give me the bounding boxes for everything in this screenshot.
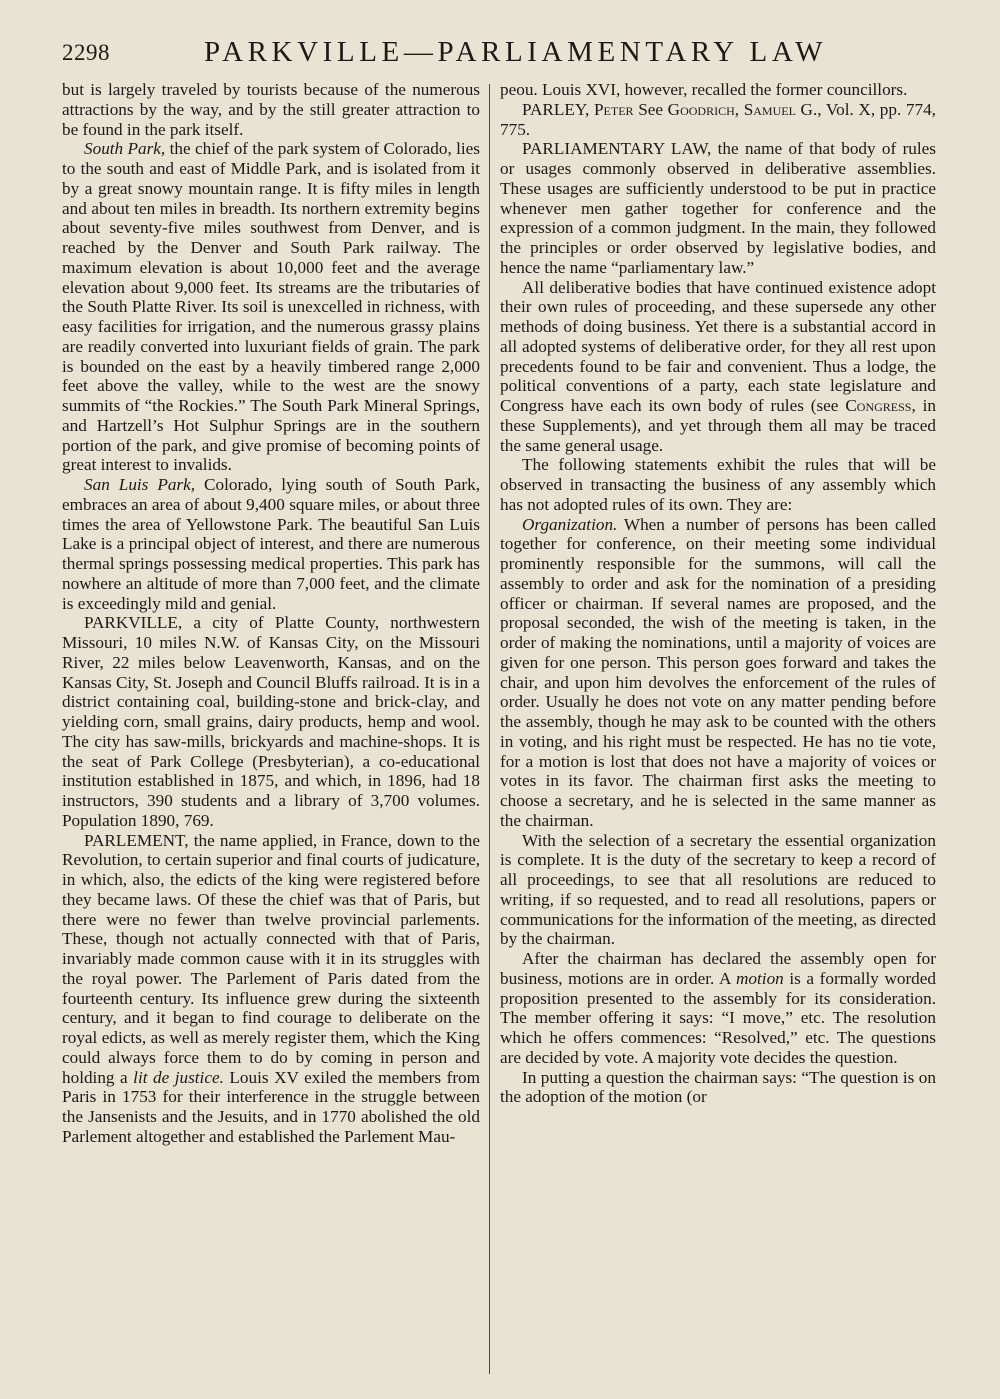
- column-divider: [489, 84, 490, 1374]
- entry-parlement: PARLEMENT, the name applied, in France, down to the Revolution, to certain superior and final courts of judicature, in which, also, the edicts of the king were registered before they became laws. Of these the chief was that of Paris, but there were no fewer than twelve provincial parlements. These, though not actually connected with that of Paris, invariably made common cause with it in its struggles with the royal power. The Parlement of Paris dated from the fourteenth century. Its influence grew during the sixteenth century, and it began to find courage to deliberate on the royal edicts, as well as merely register them, which the King could always force them to do by coming in person and holding a lit de justice. Louis XV exiled the members from Paris in 1753 for their interference in the struggle between the Jansenists and the Jesuits, and in 1770 abolished the old Parlement altogether and established the Parlement Mau-: [62, 830, 480, 1146]
- running-head: PARKVILLE—PARLIAMENTARY LAW: [204, 36, 828, 68]
- page-header: [62, 36, 942, 76]
- left-column: [62, 80, 480, 1380]
- paragraph-motions: After the chairman has declared the assembly open for business, motions are in order. A motion is a formally worded proposition presented to the assembly for its consideration. The member offering it says: “I move,” etc. The resolution which he offers commences: “Resolved,” etc. The questions are decided by vote. A majority vote decides the question.: [500, 949, 936, 1067]
- paragraph-deliberative-bodies: All deliberative bodies that have continued existence adopt their own rules of proceeding, and these supersede any other methods of doing business. Yet there is a substantial accord in all adopted systems of deliberative order, for they all rest upon precedents found to be fair and convenient. Thus a lodge, the political conventions of a party, each state legislature and Congress have each its own body of rules (see Congress, in these Supplements), and yet through them all may be traced the same general usage.: [500, 277, 936, 455]
- right-column: [500, 80, 936, 1380]
- entry-parkville: PARKVILLE, a city of Platte County, northwestern Missouri, 10 miles N.W. of Kansas City, on the Missouri River, 22 miles below Leavenworth, Kansas, and on the Kansas City, St. Joseph and Council Bluffs railroad. It is in a district containing coal, building-stone and brick-clay, and yielding corn, small grains, dairy products, hemp and wool. The city has saw-mills, brickyards and machine-shops. It is the seat of Park College (Presbyterian), a co-educational institution established in 1875, and which, in 1896, had 18 instructors, 390 students and a library of 3,700 volumes. Population 1890, 769.: [62, 613, 480, 830]
- organization-heading: Organization.: [522, 514, 618, 534]
- paragraph-secretary: With the selection of a secretary the essential organization is complete. It is the duty of the secretary to keep a record of all proceedings, to see that all resolutions are reduced to writing, if so requested, and to read all resolutions, papers or communications for the information of the meeting, as directed by the chairman.: [500, 830, 936, 949]
- entry-parliamentary-law: PARLIAMENTARY LAW, the name of that body of rules or usages commonly observed in deliberative assemblies. These usages are sufficiently understood to be put in practice whenever men gather together for conference and the expression of a common judgment. In the main, they followed the principles or order observed by legislative bodies, and hence the name “parliamentary law.”: [500, 139, 936, 277]
- entry-parley: PARLEY, Peter See Goodrich, Samuel G., Vol. X, pp. 774, 775.: [500, 99, 936, 139]
- paragraph-south-park: South Park, the chief of the park system of Colorado, lies to the south and east of Middle Park, and is isolated from it by a great snowy mountain range. It is fifty miles in length and about ten miles in breadth. Its northern extremity begins about seventy-five miles southwest from Denver, and is reached by the Denver and South Park railway. The maximum elevation is about 10,000 feet and the average elevation about 9,000 feet. Its streams are the tributaries of the South Platte River. Its soil is unexcelled in richness, with easy facilities for irrigation, and the numerous grassy plains are readily converted into luxuriant fields of grain. The park is bounded on the east by a heavily timbered range 2,000 feet above the valley, while to the west are the snowy summits of “the Rockies.” The South Park Mineral Springs, and Hartzell’s Hot Sulphur Springs are in the southern portion of the park, and give promise of becoming points of great interest to invalids.: [62, 139, 480, 475]
- san-luis-park-heading: San Luis Park,: [84, 475, 196, 494]
- paragraph-san-luis-park: San Luis Park, Colorado, lying south of South Park, embraces an area of about 9,400 square miles, or about three times the area of Yellowstone Park. The beautiful San Luis Lake is a principal object of interest, and there are numerous thermal springs possessing medical properties. This park has nowhere an altitude of more than 7,000 feet, and the climate is exceedingly mild and genial.: [62, 475, 480, 613]
- paragraph-organization: Organization. When a number of persons has been called together for conference, on their meeting some individual prominently responsible for the summons, will call the assembly to order and ask for the nomination of a presiding officer or chairman. If several names are proposed, and the proposal seconded, the wish of the meeting is taken, in the order of making the nominations, until a majority of voices are given for one person. This person goes forward and takes the chair, and upon him devolves the enforcement of the rules of order. Usually he does not vote on any matter pending before the assembly, though he may ask to be counted with the others in voting, and his right must be respected. He has no tie vote, for a motion is lost that does not have a majority of voices or votes in its favor. The chairman first asks the meeting to choose a secretary, and he is selected in the same manner as the chairman.: [500, 514, 936, 830]
- page-number: 2298: [62, 40, 110, 65]
- paragraph-parlement-continued: peou. Louis XVI, however, recalled the former councillors.: [500, 80, 908, 99]
- paragraph-following-statements: The following statements exhibit the rules that will be observed in transacting the business of any assembly which has not adopted rules of its own. They are:: [500, 455, 936, 514]
- paragraph-putting-question: In putting a question the chairman says: “The question is on the adoption of the motion (or: [500, 1067, 936, 1107]
- paragraph-park-continued: but is largely traveled by tourists because of the numerous attractions by the way, and by the still greater attraction to be found in the park itself.: [62, 80, 480, 139]
- south-park-heading: South Park,: [84, 139, 166, 159]
